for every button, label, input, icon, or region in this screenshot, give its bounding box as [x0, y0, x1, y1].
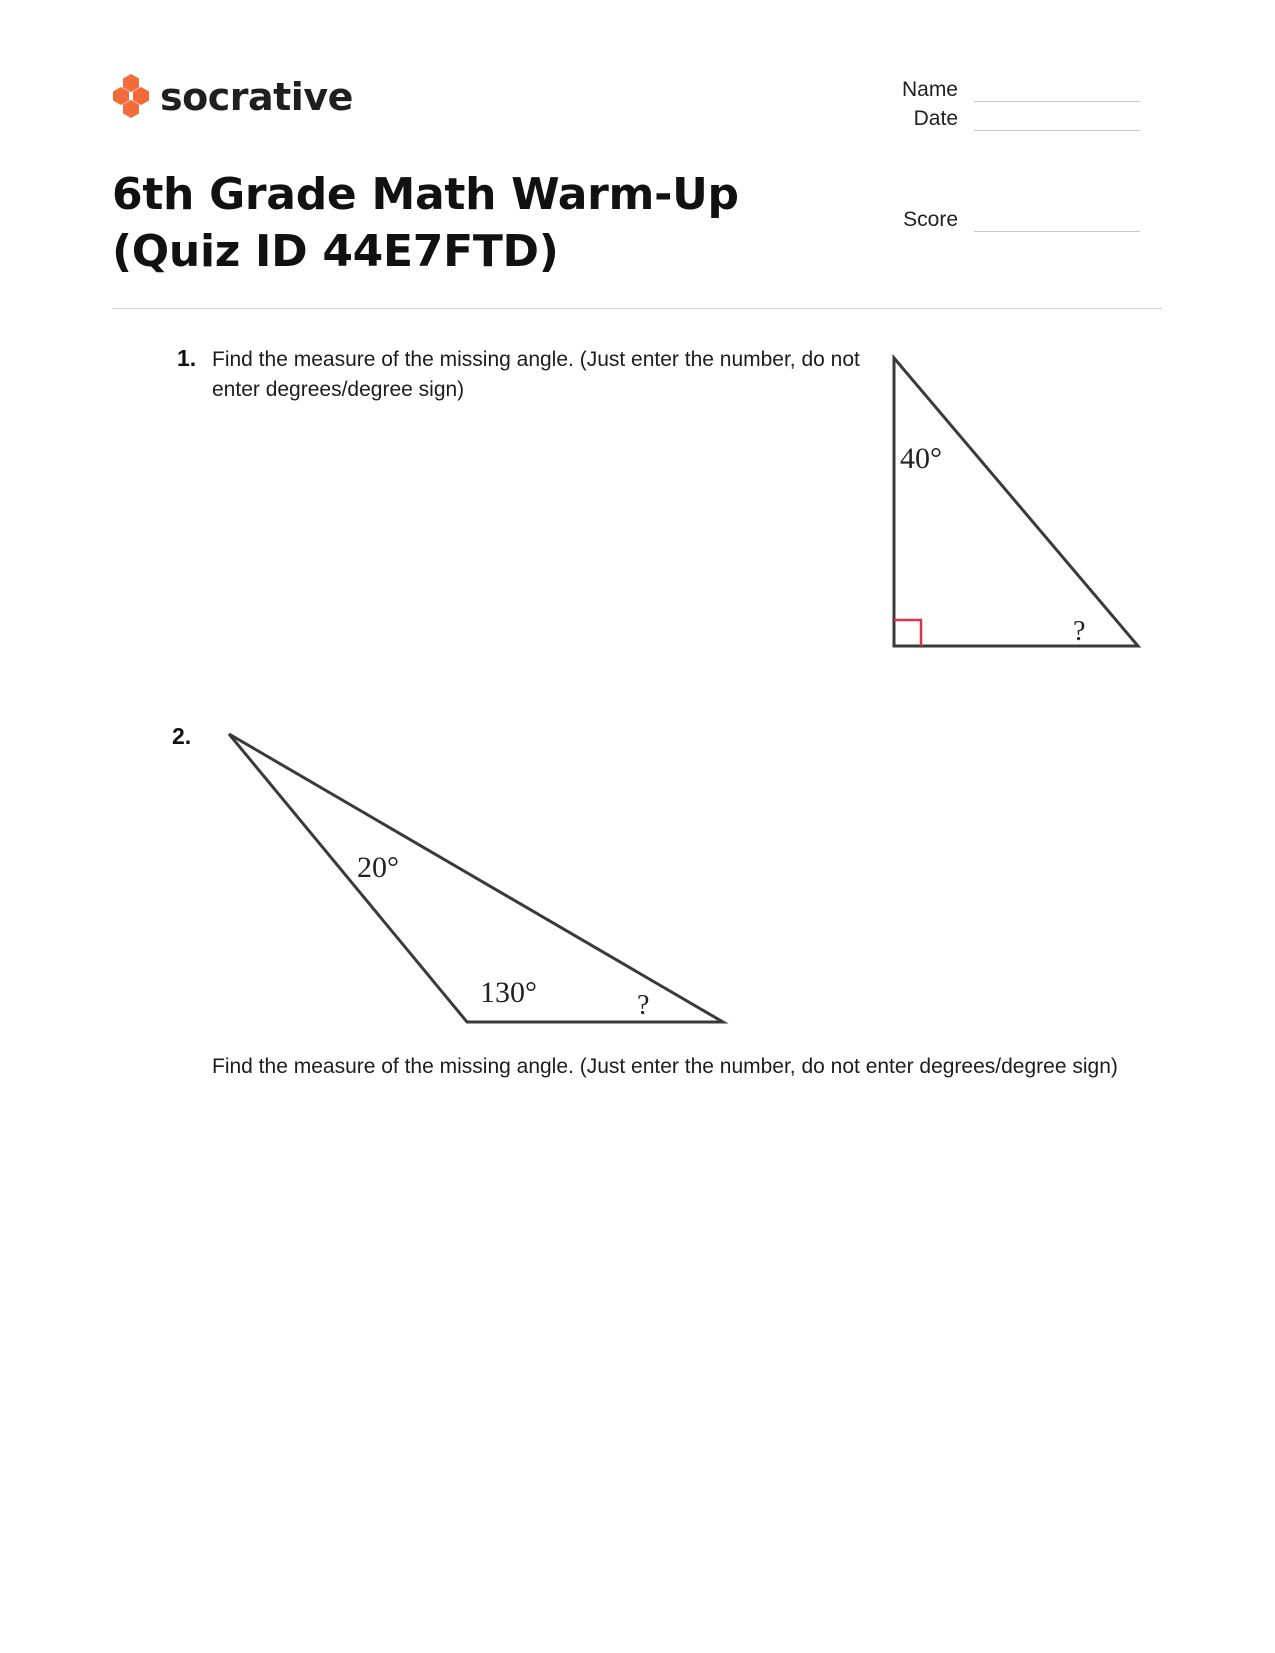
right-triangle-outline: [894, 358, 1138, 646]
question-1-text: Find the measure of the missing angle. (Just enter the number, do not enter degrees/degree sign): [212, 348, 860, 401]
question-1-top-angle-label: 40°: [900, 442, 942, 475]
score-label: Score: [903, 208, 958, 231]
question-1-number: 1.: [177, 345, 197, 371]
name-label: Name: [901, 78, 958, 101]
score-line[interactable]: [974, 211, 1140, 232]
date-field[interactable]: [838, 107, 1140, 131]
obtuse-triangle-outline: [229, 734, 723, 1022]
question-2-number: 2.: [172, 723, 192, 749]
question-2-bottom-angle-label: 130°: [480, 976, 537, 1009]
question-2-unknown-angle-label: ?: [637, 990, 650, 1021]
question-1-unknown-angle-label: ?: [1073, 616, 1086, 647]
date-label: Date: [913, 107, 958, 130]
question-2-triangle-figure: [215, 722, 735, 1032]
page-title: 6th Grade Math Warm-Up (Quiz ID 44E7FTD): [112, 169, 739, 277]
header-divider: [112, 308, 1162, 309]
name-line[interactable]: [974, 81, 1140, 102]
date-line[interactable]: [974, 110, 1140, 131]
name-field[interactable]: [838, 78, 1140, 102]
score-field[interactable]: [838, 208, 1140, 232]
question-1-triangle-figure: [880, 350, 1150, 660]
brand-name: socrative: [160, 75, 353, 119]
right-angle-marker: [894, 620, 921, 646]
brand-logo: [112, 72, 353, 122]
question-2-top-angle-label: 20°: [357, 851, 399, 884]
question-2-text: Find the measure of the missing angle. (Just enter the number, do not enter degrees/degree sign): [212, 1055, 1118, 1078]
hexagon-logo-icon: [112, 72, 150, 122]
